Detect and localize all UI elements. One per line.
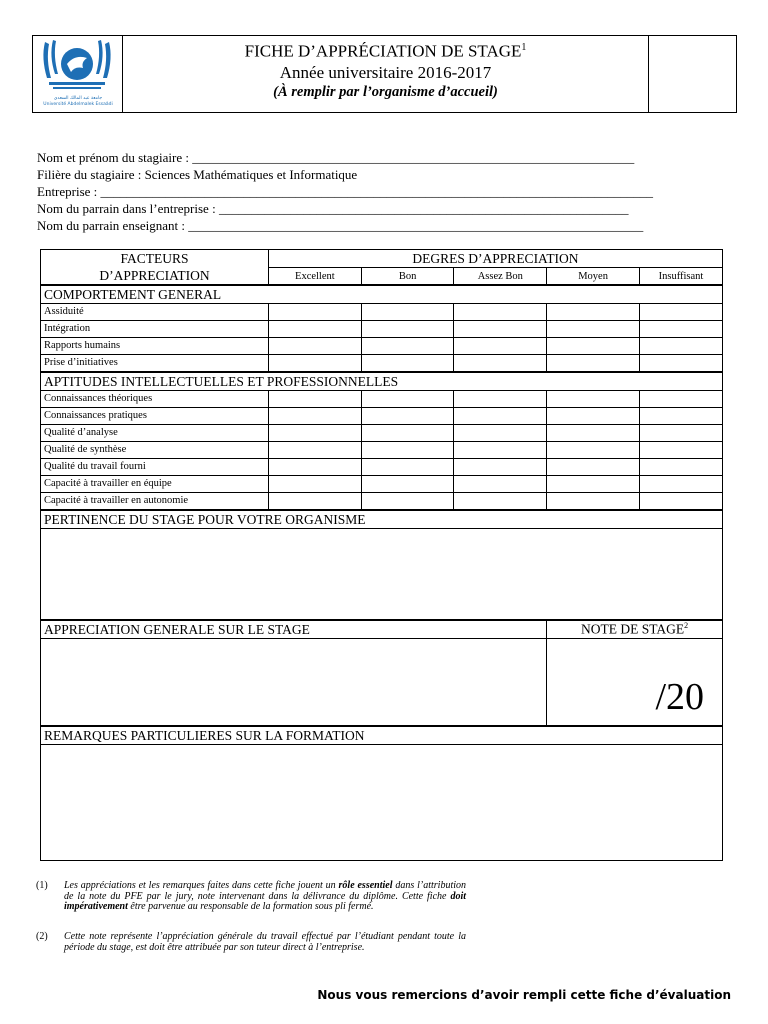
rating-cell[interactable] bbox=[361, 391, 454, 408]
teacher-sponsor-field[interactable]: Nom du parrain enseignant : ______________________________________________________________________ bbox=[37, 218, 644, 233]
rating-cell[interactable] bbox=[361, 304, 454, 321]
rating-cell[interactable] bbox=[639, 304, 722, 321]
degrees-header: DEGRES D’APPRECIATION bbox=[269, 250, 723, 268]
rating-cell[interactable] bbox=[639, 391, 722, 408]
company-field[interactable]: Entreprise : _____________________________________________________________________________________ bbox=[37, 184, 654, 199]
rating-cell[interactable] bbox=[454, 493, 547, 511]
form-subtitle: (À remplir par l’organisme d’accueil) bbox=[273, 83, 498, 100]
rating-cell[interactable] bbox=[269, 391, 362, 408]
logo-cell bbox=[33, 36, 123, 112]
rating-cell[interactable] bbox=[639, 321, 722, 338]
rating-cell[interactable] bbox=[269, 408, 362, 425]
footnote-1: (1) Les appréciations et les remarques faites dans cette fiche jouent un rôle essentiel dans l’attribution de la note du PFE par le jury, note intervenant dans la délivrance du diplôme. Cette fiche doit impérativement être parvenue au responsable de la formation sous pli fermé. bbox=[36, 880, 466, 913]
degree-excellent: Excellent bbox=[269, 268, 362, 286]
section-appreciation: APPRECIATION GENERALE SUR LE STAGE bbox=[41, 620, 547, 639]
section-comportement-rows bbox=[41, 304, 723, 373]
degree-moyen: Moyen bbox=[547, 268, 640, 286]
rating-cell[interactable] bbox=[454, 391, 547, 408]
rating-cell[interactable] bbox=[454, 408, 547, 425]
rating-cell[interactable] bbox=[269, 493, 362, 511]
rating-cell[interactable] bbox=[454, 442, 547, 459]
rating-cell[interactable] bbox=[361, 425, 454, 442]
rating-cell[interactable] bbox=[361, 355, 454, 373]
rating-cell[interactable] bbox=[269, 321, 362, 338]
rating-cell[interactable] bbox=[269, 338, 362, 355]
rating-cell[interactable] bbox=[269, 304, 362, 321]
degree-insuffisant: Insuffisant bbox=[639, 268, 722, 286]
criterion-label: Prise d’initiatives bbox=[41, 355, 269, 373]
criterion-label: Connaissances théoriques bbox=[41, 391, 269, 408]
criterion-label: Connaissances pratiques bbox=[41, 408, 269, 425]
table-row bbox=[41, 408, 723, 425]
criterion-label: Capacité à travailler en équipe bbox=[41, 476, 269, 493]
rating-cell[interactable] bbox=[269, 425, 362, 442]
rating-cell[interactable] bbox=[547, 391, 640, 408]
rating-cell[interactable] bbox=[361, 442, 454, 459]
table-row bbox=[41, 355, 723, 373]
trainee-name-field[interactable]: Nom et prénom du stagiaire : ____________________________________________________________________ bbox=[37, 150, 635, 165]
rating-cell[interactable] bbox=[454, 355, 547, 373]
table-row bbox=[41, 321, 723, 338]
rating-cell[interactable] bbox=[639, 476, 722, 493]
degree-assez-bon: Assez Bon bbox=[454, 268, 547, 286]
rating-cell[interactable] bbox=[547, 321, 640, 338]
logo-caption: جامعة عبد المالك السعدي Université Abdelmalek Essaâdi bbox=[43, 96, 113, 107]
rating-cell[interactable] bbox=[547, 493, 640, 511]
academic-year: Année universitaire 2016-2017 bbox=[279, 62, 492, 82]
remarques-input-area[interactable] bbox=[41, 745, 723, 861]
rating-cell[interactable] bbox=[639, 425, 722, 442]
company-sponsor-field[interactable]: Nom du parrain dans l’entreprise : _______________________________________________________________ bbox=[37, 201, 629, 216]
appreciation-input-area[interactable] bbox=[41, 639, 547, 727]
rating-cell[interactable] bbox=[361, 476, 454, 493]
title-cell bbox=[123, 36, 648, 112]
rating-cell[interactable] bbox=[454, 476, 547, 493]
rating-cell[interactable] bbox=[454, 304, 547, 321]
header-box bbox=[32, 35, 737, 113]
note-value[interactable]: /20 bbox=[547, 639, 723, 727]
rating-cell[interactable] bbox=[269, 476, 362, 493]
section-aptitudes-rows bbox=[41, 391, 723, 511]
table-row bbox=[41, 459, 723, 476]
trainee-program-field: Filière du stagiaire : Sciences Mathématiques et Informatique bbox=[37, 167, 358, 182]
rating-cell[interactable] bbox=[269, 442, 362, 459]
rating-cell[interactable] bbox=[361, 408, 454, 425]
rating-cell[interactable] bbox=[547, 355, 640, 373]
table-row bbox=[41, 304, 723, 321]
footnote-2: (2) Cette note représente l’appréciation générale du travail effectué par l’étudiant pendant toute la période du stage, est doit être attribuée par son tuteur direct à l’entreprise. bbox=[36, 931, 466, 953]
criterion-label: Intégration bbox=[41, 321, 269, 338]
factors-header: FACTEURS D’APPRECIATION bbox=[41, 250, 269, 286]
table-row bbox=[41, 391, 723, 408]
rating-cell[interactable] bbox=[269, 355, 362, 373]
table-row bbox=[41, 493, 723, 511]
rating-cell[interactable] bbox=[454, 425, 547, 442]
rating-cell[interactable] bbox=[361, 321, 454, 338]
pertinence-input-area[interactable] bbox=[41, 529, 723, 621]
rating-cell[interactable] bbox=[639, 338, 722, 355]
rating-cell[interactable] bbox=[639, 493, 722, 511]
rating-cell[interactable] bbox=[639, 355, 722, 373]
rating-cell[interactable] bbox=[361, 493, 454, 511]
rating-cell[interactable] bbox=[361, 338, 454, 355]
rating-cell[interactable] bbox=[639, 459, 722, 476]
table-row bbox=[41, 476, 723, 493]
criterion-label: Qualité du travail fourni bbox=[41, 459, 269, 476]
rating-cell[interactable] bbox=[547, 442, 640, 459]
rating-cell[interactable] bbox=[547, 425, 640, 442]
empty-right-cell bbox=[648, 36, 736, 112]
criterion-label: Rapports humains bbox=[41, 338, 269, 355]
section-comportement: COMPORTEMENT GENERAL bbox=[41, 285, 723, 304]
rating-cell[interactable] bbox=[547, 476, 640, 493]
identity-section bbox=[37, 149, 737, 234]
criterion-label: Qualité d’analyse bbox=[41, 425, 269, 442]
criterion-label: Assiduité bbox=[41, 304, 269, 321]
section-pertinence: PERTINENCE DU STAGE POUR VOTRE ORGANISME bbox=[41, 510, 723, 529]
rating-cell[interactable] bbox=[454, 338, 547, 355]
rating-cell[interactable] bbox=[361, 459, 454, 476]
rating-cell[interactable] bbox=[547, 304, 640, 321]
rating-cell[interactable] bbox=[269, 459, 362, 476]
evaluation-table bbox=[40, 249, 723, 861]
table-row bbox=[41, 425, 723, 442]
rating-cell[interactable] bbox=[639, 442, 722, 459]
thanks-message: Nous vous remercions d’avoir rempli cette fiche d’évaluation bbox=[317, 988, 731, 1002]
form-title: FICHE D’APPRÉCIATION DE STAGE$^1$ bbox=[244, 41, 527, 61]
rating-cell[interactable] bbox=[454, 321, 547, 338]
table-row bbox=[41, 442, 723, 459]
criterion-label: Qualité de synthèse bbox=[41, 442, 269, 459]
university-logo-icon bbox=[37, 38, 117, 96]
section-remarques: REMARQUES PARTICULIERES SUR LA FORMATION bbox=[41, 726, 723, 745]
rating-cell[interactable] bbox=[547, 408, 640, 425]
rating-cell[interactable] bbox=[454, 459, 547, 476]
section-aptitudes: APTITUDES INTELLECTUELLES ET PROFESSIONNELLES bbox=[41, 372, 723, 391]
rating-cell[interactable] bbox=[547, 338, 640, 355]
degree-bon: Bon bbox=[361, 268, 454, 286]
table-row bbox=[41, 338, 723, 355]
rating-cell[interactable] bbox=[639, 408, 722, 425]
rating-cell[interactable] bbox=[547, 459, 640, 476]
note-header: NOTE DE STAGE$^2$ bbox=[547, 620, 723, 639]
criterion-label: Capacité à travailler en autonomie bbox=[41, 493, 269, 511]
